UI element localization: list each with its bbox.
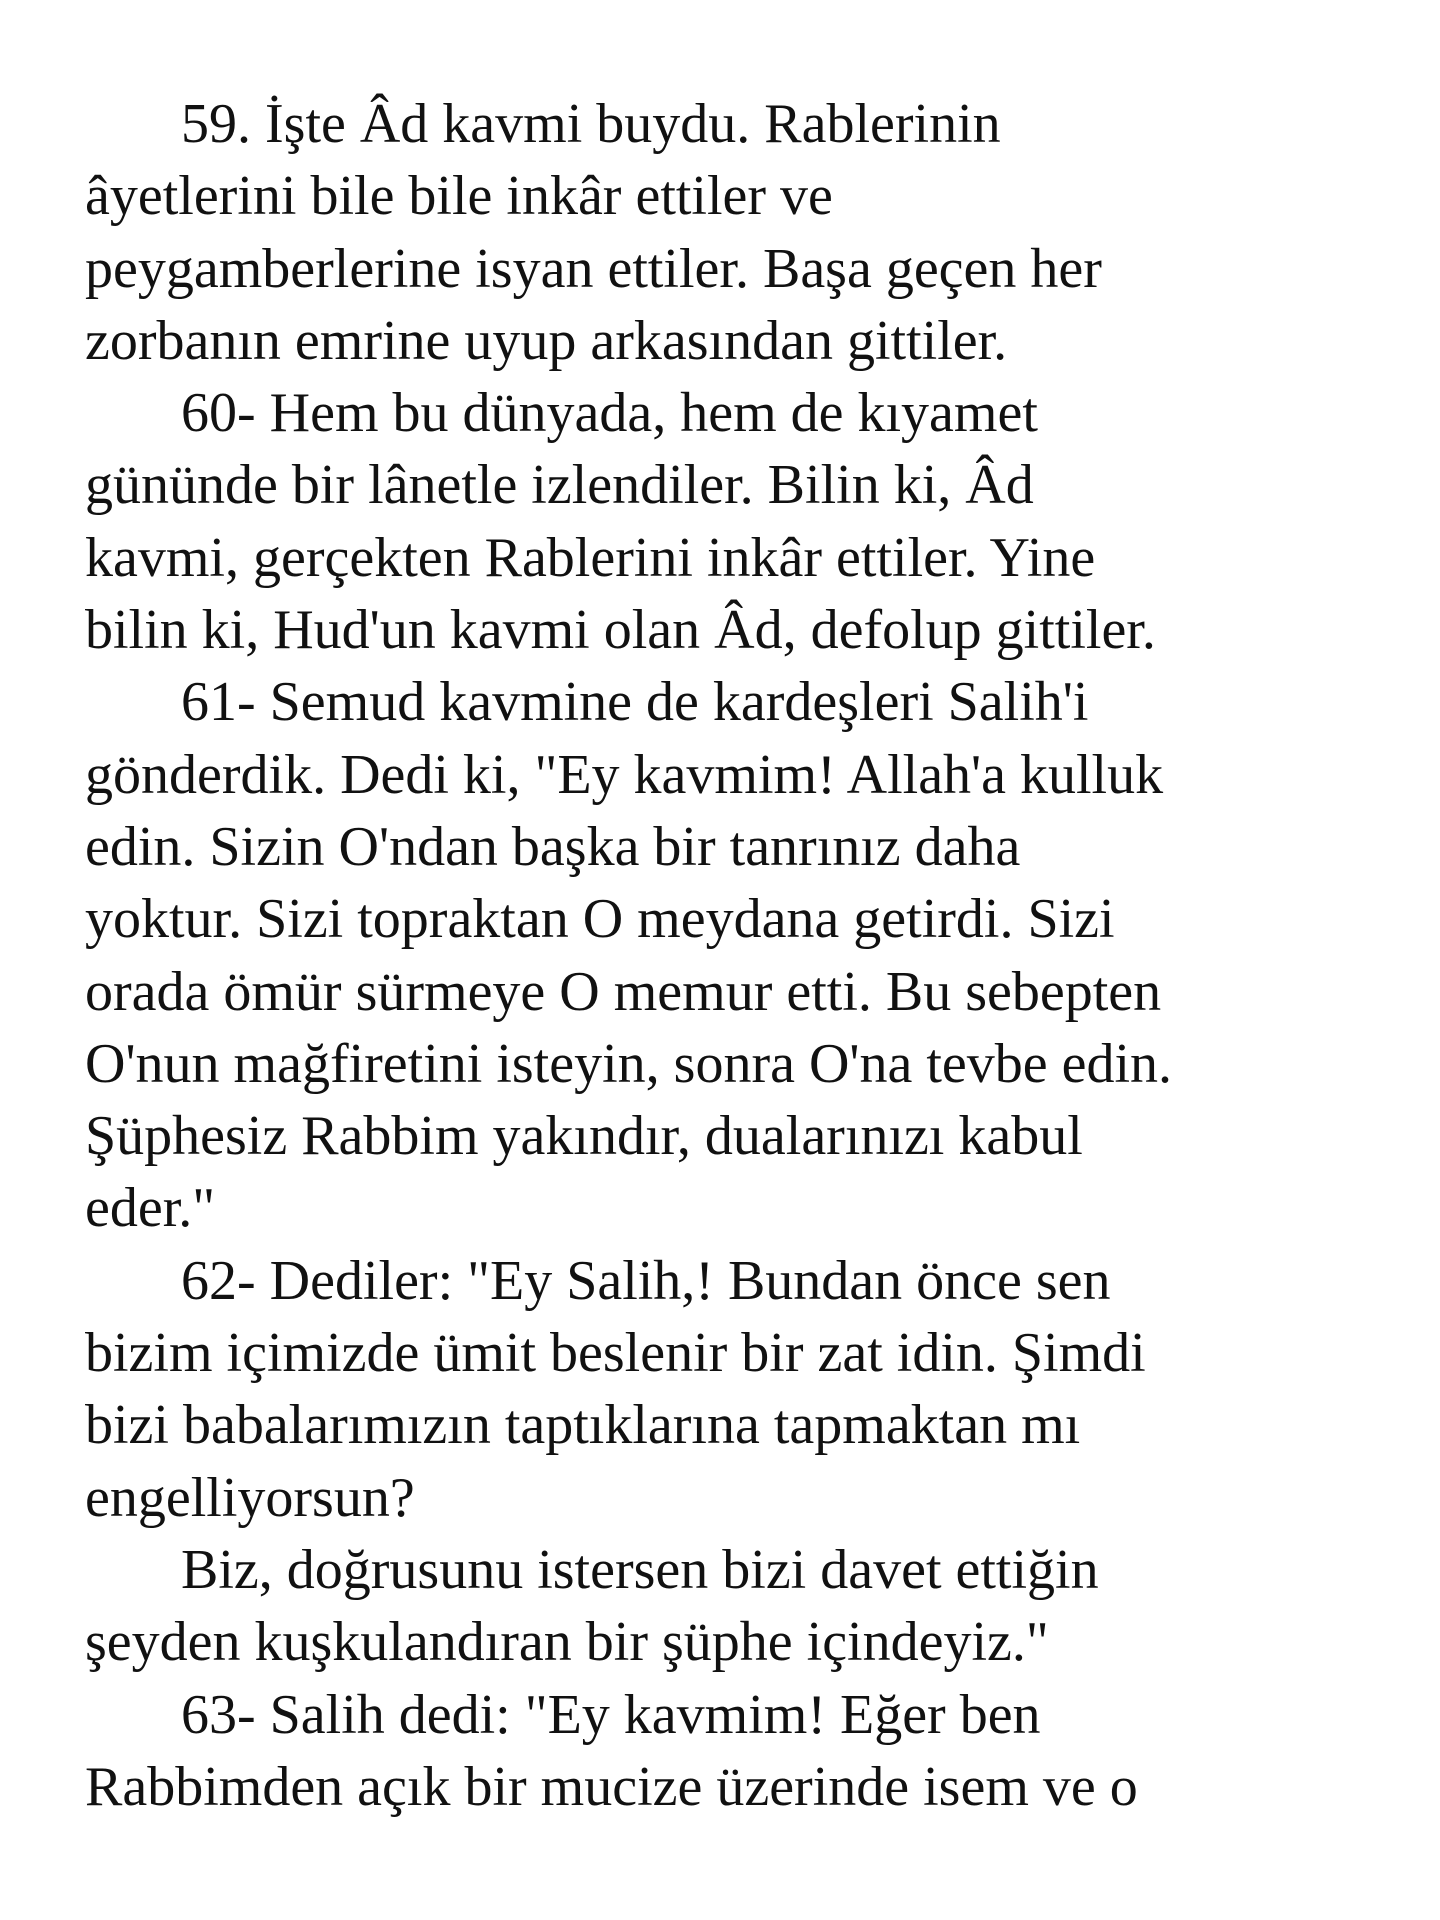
text-line: Biz, doğrusunu istersen bizi davet ettiğin (181, 1538, 1099, 1601)
text-line: eder." (85, 1177, 216, 1240)
paragraph-verse-59 (85, 88, 1385, 377)
text-line: Şüphesiz Rabbim yakındır, dualarınızı kabul (85, 1105, 1083, 1168)
paragraph-verse-62 (85, 1245, 1385, 1534)
paragraph-verse-60 (85, 377, 1385, 666)
document-page (85, 88, 1385, 1823)
text-line: peygamberlerine isyan ettiler. Başa geçen her (85, 237, 1102, 300)
text-line: şeyden kuşkulandıran bir şüphe içindeyiz." (85, 1611, 1049, 1674)
text-line: âyetlerini bile bile inkâr ettiler ve (85, 165, 833, 228)
text-line: engelliyorsun? (85, 1466, 415, 1529)
text-line: bilin ki, Hud'un kavmi olan Âd, defolup gittiler. (85, 599, 1156, 662)
text-line: zorbanın emrine uyup arkasından gittiler. (85, 309, 1008, 372)
text-line: 59. İşte Âd kavmi buydu. Rablerinin (181, 93, 1001, 155)
paragraph-verse-62-continued (85, 1534, 1385, 1679)
paragraph-verse-61 (85, 666, 1385, 1244)
text-line: Rabbimden açık bir mucize üzerinde isem ve o (85, 1755, 1138, 1818)
text-line: yoktur. Sizi topraktan O meydana getirdi. Sizi (85, 888, 1115, 951)
text-line: bizi babalarımızın taptıklarına tapmaktan mı (85, 1394, 1081, 1457)
paragraph-verse-63 (85, 1679, 1385, 1824)
text-line: gönderdik. Dedi ki, "Ey kavmim! Allah'a kulluk (85, 743, 1164, 806)
text-line: orada ömür sürmeye O memur etti. Bu sebepten (85, 960, 1162, 1023)
text-line: kavmi, gerçekten Rablerini inkâr ettiler. Yine (85, 526, 1096, 589)
text-line: gününde bir lânetle izlendiler. Bilin ki, Âd (85, 454, 1034, 517)
text-line: 62- Dediler: "Ey Salih,! Bundan önce sen (181, 1249, 1111, 1312)
text-line: bizim içimizde ümit beslenir bir zat idin. Şimdi (85, 1322, 1146, 1385)
text-line: O'nun mağfiretini isteyin, sonra O'na tevbe edin. (85, 1032, 1173, 1095)
text-line: 61- Semud kavmine de kardeşleri Salih'i (181, 671, 1089, 734)
text-line: 60- Hem bu dünyada, hem de kıyamet (181, 382, 1038, 445)
text-line: 63- Salih dedi: "Ey kavmim! Eğer ben (181, 1683, 1041, 1746)
text-line: edin. Sizin O'ndan başka bir tanrınız daha (85, 815, 1021, 878)
